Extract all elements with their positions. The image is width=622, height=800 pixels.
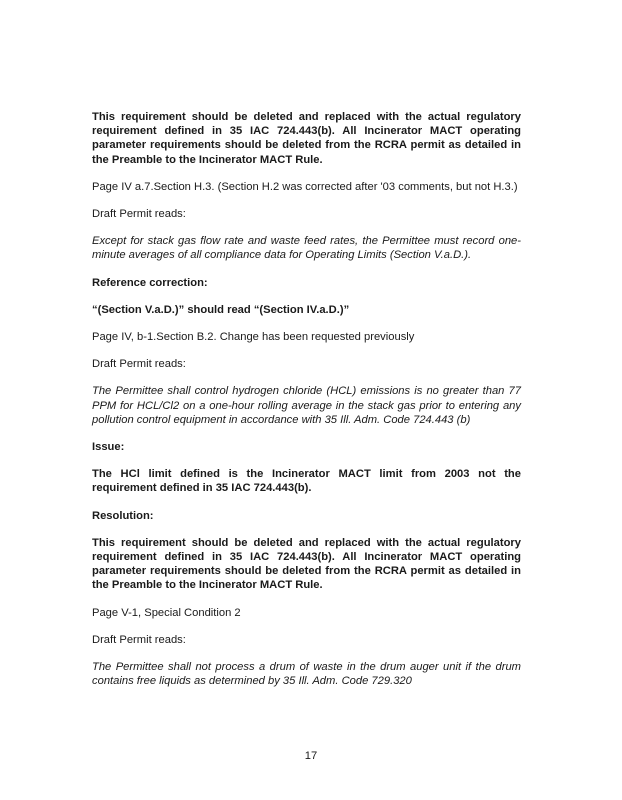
draft-permit-quote-3: The Permittee shall not process a drum of waste in the drum auger unit if the drum contains free liquids as determined by 35 Ill. Adm. Code 729.320	[92, 661, 521, 688]
page-reference-b2: Page IV, b-1.Section B.2. Change has been requested previously	[92, 331, 415, 344]
page-number: 17	[304, 750, 318, 762]
resolution-paragraph-2: This requirement should be deleted and replaced with the actual regulatory requirement defined in 35 IAC 724.443(b). All Incinerator MACT operating parameter requirements should be deleted from the RCRA permit as detailed in the Preamble to the Incinerator MACT Rule.	[92, 536, 521, 592]
draft-permit-quote-1: Except for stack gas flow rate and waste feed rates, the Permittee must record one-minute averages of all compliance data for Operating Limits (Section V.a.D.).	[92, 235, 521, 262]
issue-text: The HCl limit defined is the Incinerator MACT limit from 2003 not the requirement defined in 35 IAC 724.443(b).	[92, 468, 521, 495]
draft-permit-label-3: Draft Permit reads:	[92, 633, 186, 646]
draft-permit-label-2: Draft Permit reads:	[92, 358, 186, 371]
document-body	[92, 110, 521, 701]
page-reference-v1: Page V-1, Special Condition 2	[92, 606, 241, 619]
draft-permit-quote-2: The Permittee shall control hydrogen chloride (HCL) emissions is no greater than 77 PPM for HCL/Cl2 on a one-hour rolling average in the stack gas prior to entering any pollution control equipment in accordance with 35 Ill. Adm. Code 724.443 (b)	[92, 385, 521, 426]
draft-permit-label-1: Draft Permit reads:	[92, 208, 186, 221]
resolution-paragraph-1: This requirement should be deleted and replaced with the actual regulatory requirement defined in 35 IAC 724.443(b). All Incinerator MACT operating parameter requirements should be deleted from the RCRA permit as detailed in the Preamble to the Incinerator MACT Rule.	[92, 111, 521, 166]
reference-correction-text: “(Section V.a.D.)” should read “(Section IV.a.D.)”	[92, 303, 350, 316]
reference-correction-heading: Reference correction:	[92, 276, 208, 289]
issue-heading: Issue:	[92, 441, 125, 454]
page-reference-h3: Page IV a.7.Section H.3. (Section H.2 was corrected after '03 comments, but not H.3.)	[92, 180, 518, 193]
resolution-heading: Resolution:	[92, 509, 154, 522]
